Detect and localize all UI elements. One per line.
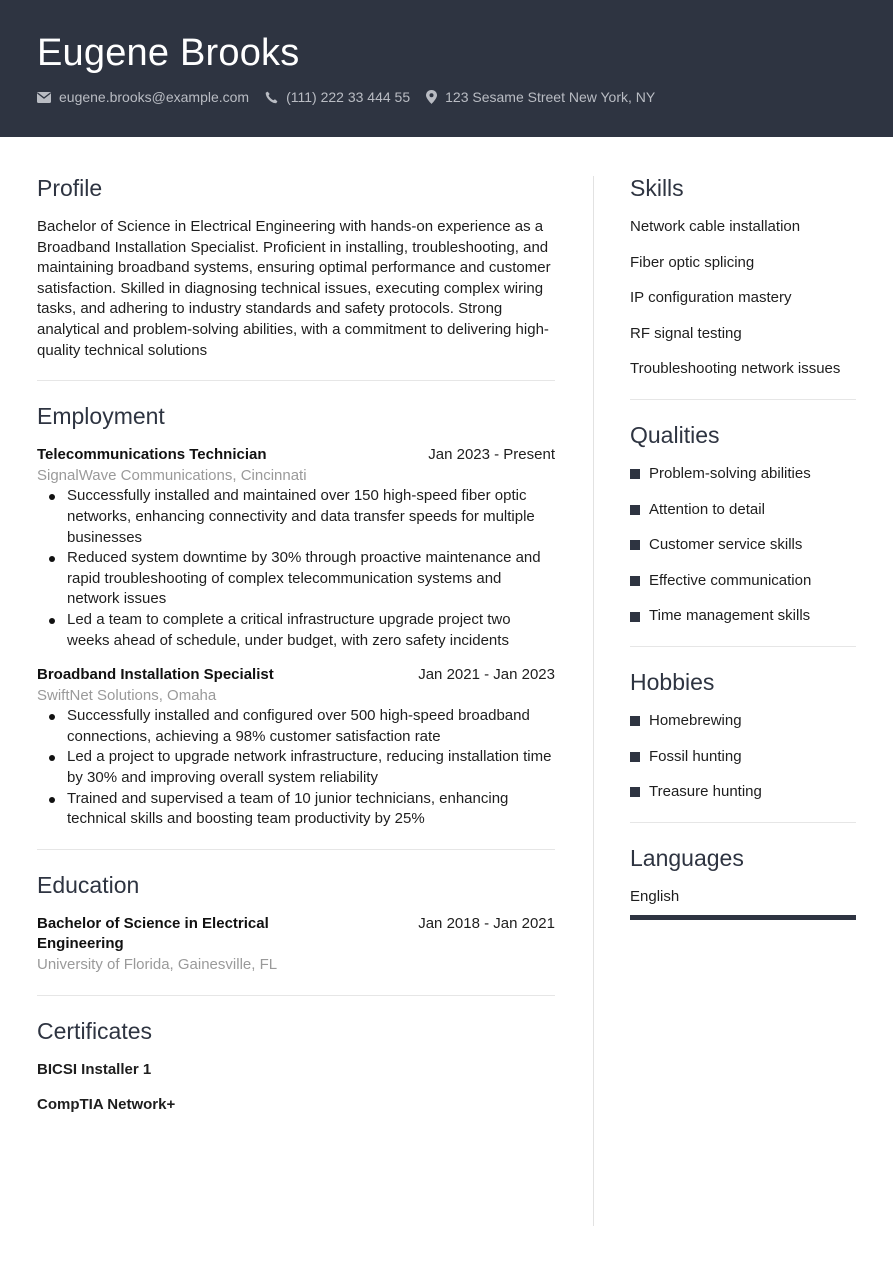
section-divider (630, 399, 856, 400)
contact-email (37, 89, 249, 105)
skills-section (630, 173, 856, 380)
square-bullet-icon (630, 540, 640, 550)
job-company: SwiftNet Solutions, Omaha (37, 686, 217, 704)
job-bullets (37, 486, 555, 651)
qualities-section (630, 420, 856, 627)
skill-item: Network cable installation (630, 218, 801, 235)
quality-label: Time management skills (649, 607, 811, 625)
section-divider (37, 849, 555, 850)
skill-item: IP configuration mastery (630, 289, 792, 307)
employment-section (37, 401, 555, 830)
list-item: Led a team to complete a critical infrastructure upgrade project two weeks ahead of schedule, under budget, with zero safety incidents (67, 610, 555, 651)
hobby-item (630, 782, 856, 803)
qualities-heading: Qualities (630, 421, 720, 448)
job-title: Broadband Installation Specialist (37, 666, 274, 684)
section-divider (630, 822, 856, 823)
job-date: Jan 2023 - Present (428, 446, 555, 464)
list-item: Successfully installed and maintained over 150 high-speed fiber optic networks, enhancing connectivity and data transfer speeds for multiple businesses (67, 486, 555, 548)
square-bullet-icon (630, 752, 640, 762)
hobby-item (630, 747, 856, 768)
education-heading: Education (37, 871, 140, 898)
section-divider (630, 646, 856, 647)
square-bullet-icon (630, 787, 640, 797)
languages-heading: Languages (630, 844, 744, 871)
square-bullet-icon (630, 612, 640, 622)
square-bullet-icon (630, 469, 640, 479)
list-item: Trained and supervised a team of 10 junior technicians, enhancing technical skills and boosting team productivity by 25% (67, 789, 555, 830)
job-entry (37, 665, 555, 830)
phone-icon (265, 91, 278, 104)
certificate-item: CompTIA Network+ (37, 1096, 176, 1114)
quality-label: Customer service skills (649, 536, 803, 554)
contact-address (426, 89, 655, 105)
certificate-item: BICSI Installer 1 (37, 1060, 152, 1078)
contact-phone (265, 89, 410, 105)
section-divider (37, 995, 555, 996)
phone-text: (111) 222 33 444 55 (286, 89, 411, 105)
side-column (630, 173, 856, 920)
hobby-label: Fossil hunting (649, 747, 742, 765)
hobby-label: Homebrewing (649, 711, 742, 729)
map-pin-icon (426, 90, 437, 104)
skill-item: RF signal testing (630, 324, 742, 342)
profile-heading: Profile (37, 175, 103, 201)
square-bullet-icon (630, 576, 640, 586)
square-bullet-icon (630, 716, 640, 726)
education-section (37, 870, 555, 976)
hobby-item (630, 711, 856, 732)
envelope-icon (37, 92, 51, 103)
column-divider (593, 176, 594, 1226)
profile-text: Bachelor of Science in Electrical Engineering with hands-on experience as a Broadband Installation Specialist. Proficient in installing, troubleshooting, and maintaining broadband systems, ensuring optimal performance and customer satisfaction. Skilled in diagnosing technical issues, executing complex wiring tasks, and adhering to industry standards and safety protocols. Strong analytical and problem-solving abilities, with a commitment to delivering high-quality technical solutions (37, 218, 551, 359)
degree-title: Bachelor of Science in Electrical Engineering (37, 914, 269, 953)
profile-section (37, 173, 555, 361)
main-column (37, 173, 555, 1131)
contact-row (37, 89, 671, 105)
address-text: 123 Sesame Street New York, NY (445, 89, 656, 105)
quality-item (630, 571, 856, 592)
square-bullet-icon (630, 505, 640, 515)
list-item: Led a project to upgrade network infrastructure, reducing installation time by 30% and improving overall system reliability (67, 747, 555, 788)
section-divider (37, 380, 555, 381)
job-company: SignalWave Communications, Cincinnati (37, 466, 307, 484)
quality-item (630, 464, 856, 485)
quality-item (630, 535, 856, 556)
school-name: University of Florida, Gainesville, FL (37, 956, 278, 974)
language-level-bar (630, 915, 856, 920)
job-entry (37, 445, 555, 651)
quality-item (630, 500, 856, 521)
hobby-label: Treasure hunting (649, 783, 762, 801)
list-item: Reduced system downtime by 30% through proactive maintenance and rapid troubleshooting of complex telecommunication systems and network issues (67, 548, 555, 610)
hobbies-section (630, 667, 856, 803)
skill-item: Fiber optic splicing (630, 253, 755, 271)
resume-header (0, 0, 893, 137)
languages-section (630, 843, 856, 921)
hobbies-heading: Hobbies (630, 668, 715, 695)
skills-heading: Skills (630, 175, 684, 201)
skill-item: Troubleshooting network issues (630, 360, 841, 378)
quality-label: Attention to detail (649, 500, 765, 518)
quality-item (630, 606, 856, 627)
education-date: Jan 2018 - Jan 2021 (418, 914, 555, 932)
language-level-fill (630, 915, 856, 920)
email-text: eugene.brooks@example.com (59, 89, 250, 105)
employment-heading: Employment (37, 403, 165, 430)
job-title: Telecommunications Technician (37, 446, 267, 464)
list-item: Successfully installed and configured over 500 high-speed broadband connections, achieving a 98% customer satisfaction rate (67, 706, 555, 747)
job-date: Jan 2021 - Jan 2023 (418, 666, 555, 684)
certificates-heading: Certificates (37, 1017, 153, 1044)
language-name: English (630, 887, 680, 905)
quality-label: Effective communication (649, 571, 812, 589)
certificates-section (37, 1016, 555, 1116)
candidate-name: Eugene Brooks (37, 32, 300, 74)
job-bullets (37, 706, 555, 830)
quality-label: Problem-solving abilities (649, 464, 811, 482)
